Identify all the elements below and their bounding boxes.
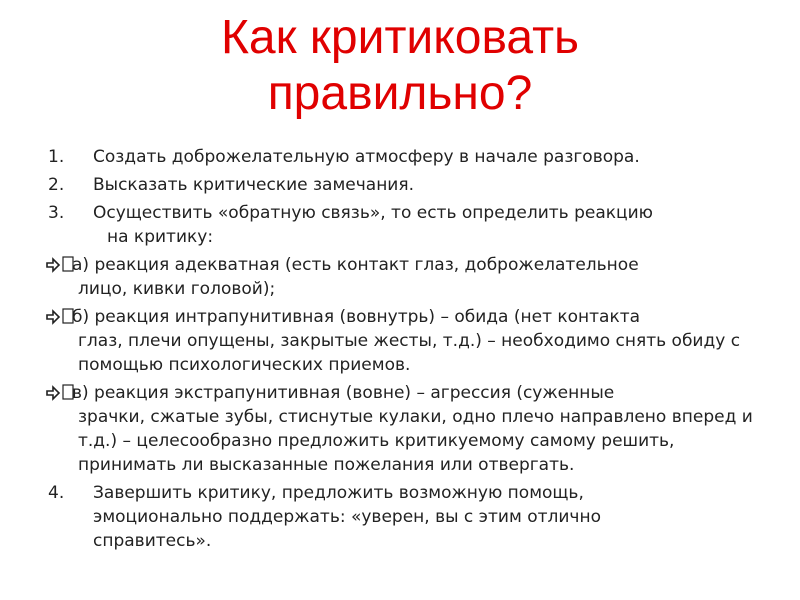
- list-item-line: зрачки, сжатые зубы, стиснутые кулаки, одно плечо направлено вперед и т.д.) – целесообразно предложить критикуемому самому решить, принимать ли высказанные пожелания или отвергать.: [78, 407, 753, 475]
- list-number: 2.: [48, 175, 65, 195]
- list-item-text: [72, 381, 764, 477]
- list-item-line: лицо, кивки головой);: [78, 279, 276, 299]
- slide-title: [0, 10, 800, 122]
- list-item-line: в) реакция экстрапунитивная (вовне) – агрессия (суженные: [72, 383, 615, 403]
- list-number: 1.: [48, 147, 65, 167]
- list-item-text: [72, 253, 764, 301]
- list-item-line: глаз, плечи опущены, закрытые жесты, т.д.) – необходимо снять обиду с помощью психологических приемов.: [78, 331, 741, 375]
- sub-item-a: [44, 253, 764, 301]
- list-item-line: а) реакция адекватная (есть контакт глаз, доброжелательное: [72, 255, 639, 275]
- list-item-1: [44, 145, 764, 169]
- list-item-4: [44, 481, 764, 553]
- list-item-line: на критику:: [107, 227, 214, 247]
- list-item-line: Завершить критику, предложить возможную помощь,: [93, 483, 584, 503]
- slide-title-line-1: Как критиковать: [220, 11, 580, 64]
- arrow-checkbox-bullet-icon: [46, 306, 76, 326]
- list-item-line: справитесь».: [93, 531, 212, 551]
- list-item-3: [44, 201, 764, 249]
- list-item-text: Высказать критические замечания.: [93, 175, 414, 195]
- list-item-2: [44, 173, 764, 197]
- sub-item-b: [44, 305, 764, 377]
- arrow-checkbox-bullet-icon: [46, 382, 76, 402]
- list-number: 4.: [48, 483, 65, 503]
- list-item-text: Создать доброжелательную атмосферу в начале разговора.: [93, 147, 640, 167]
- list-item-line: эмоционально поддержать: «уверен, вы с этим отлично: [93, 507, 601, 527]
- list-item-line: б) реакция интрапунитивная (вовнутрь) – обида (нет контакта: [72, 307, 641, 327]
- content-list: [44, 145, 764, 557]
- list-item-text: [72, 305, 764, 377]
- sub-item-c: [44, 381, 764, 477]
- list-number: 3.: [48, 203, 65, 223]
- arrow-checkbox-bullet-icon: [46, 254, 76, 274]
- list-item-line: Осуществить «обратную связь», то есть определить реакцию: [93, 203, 653, 223]
- list-item-text: [93, 481, 764, 553]
- list-item-text: [93, 201, 764, 249]
- slide-title-line-2: правильно?: [267, 67, 533, 120]
